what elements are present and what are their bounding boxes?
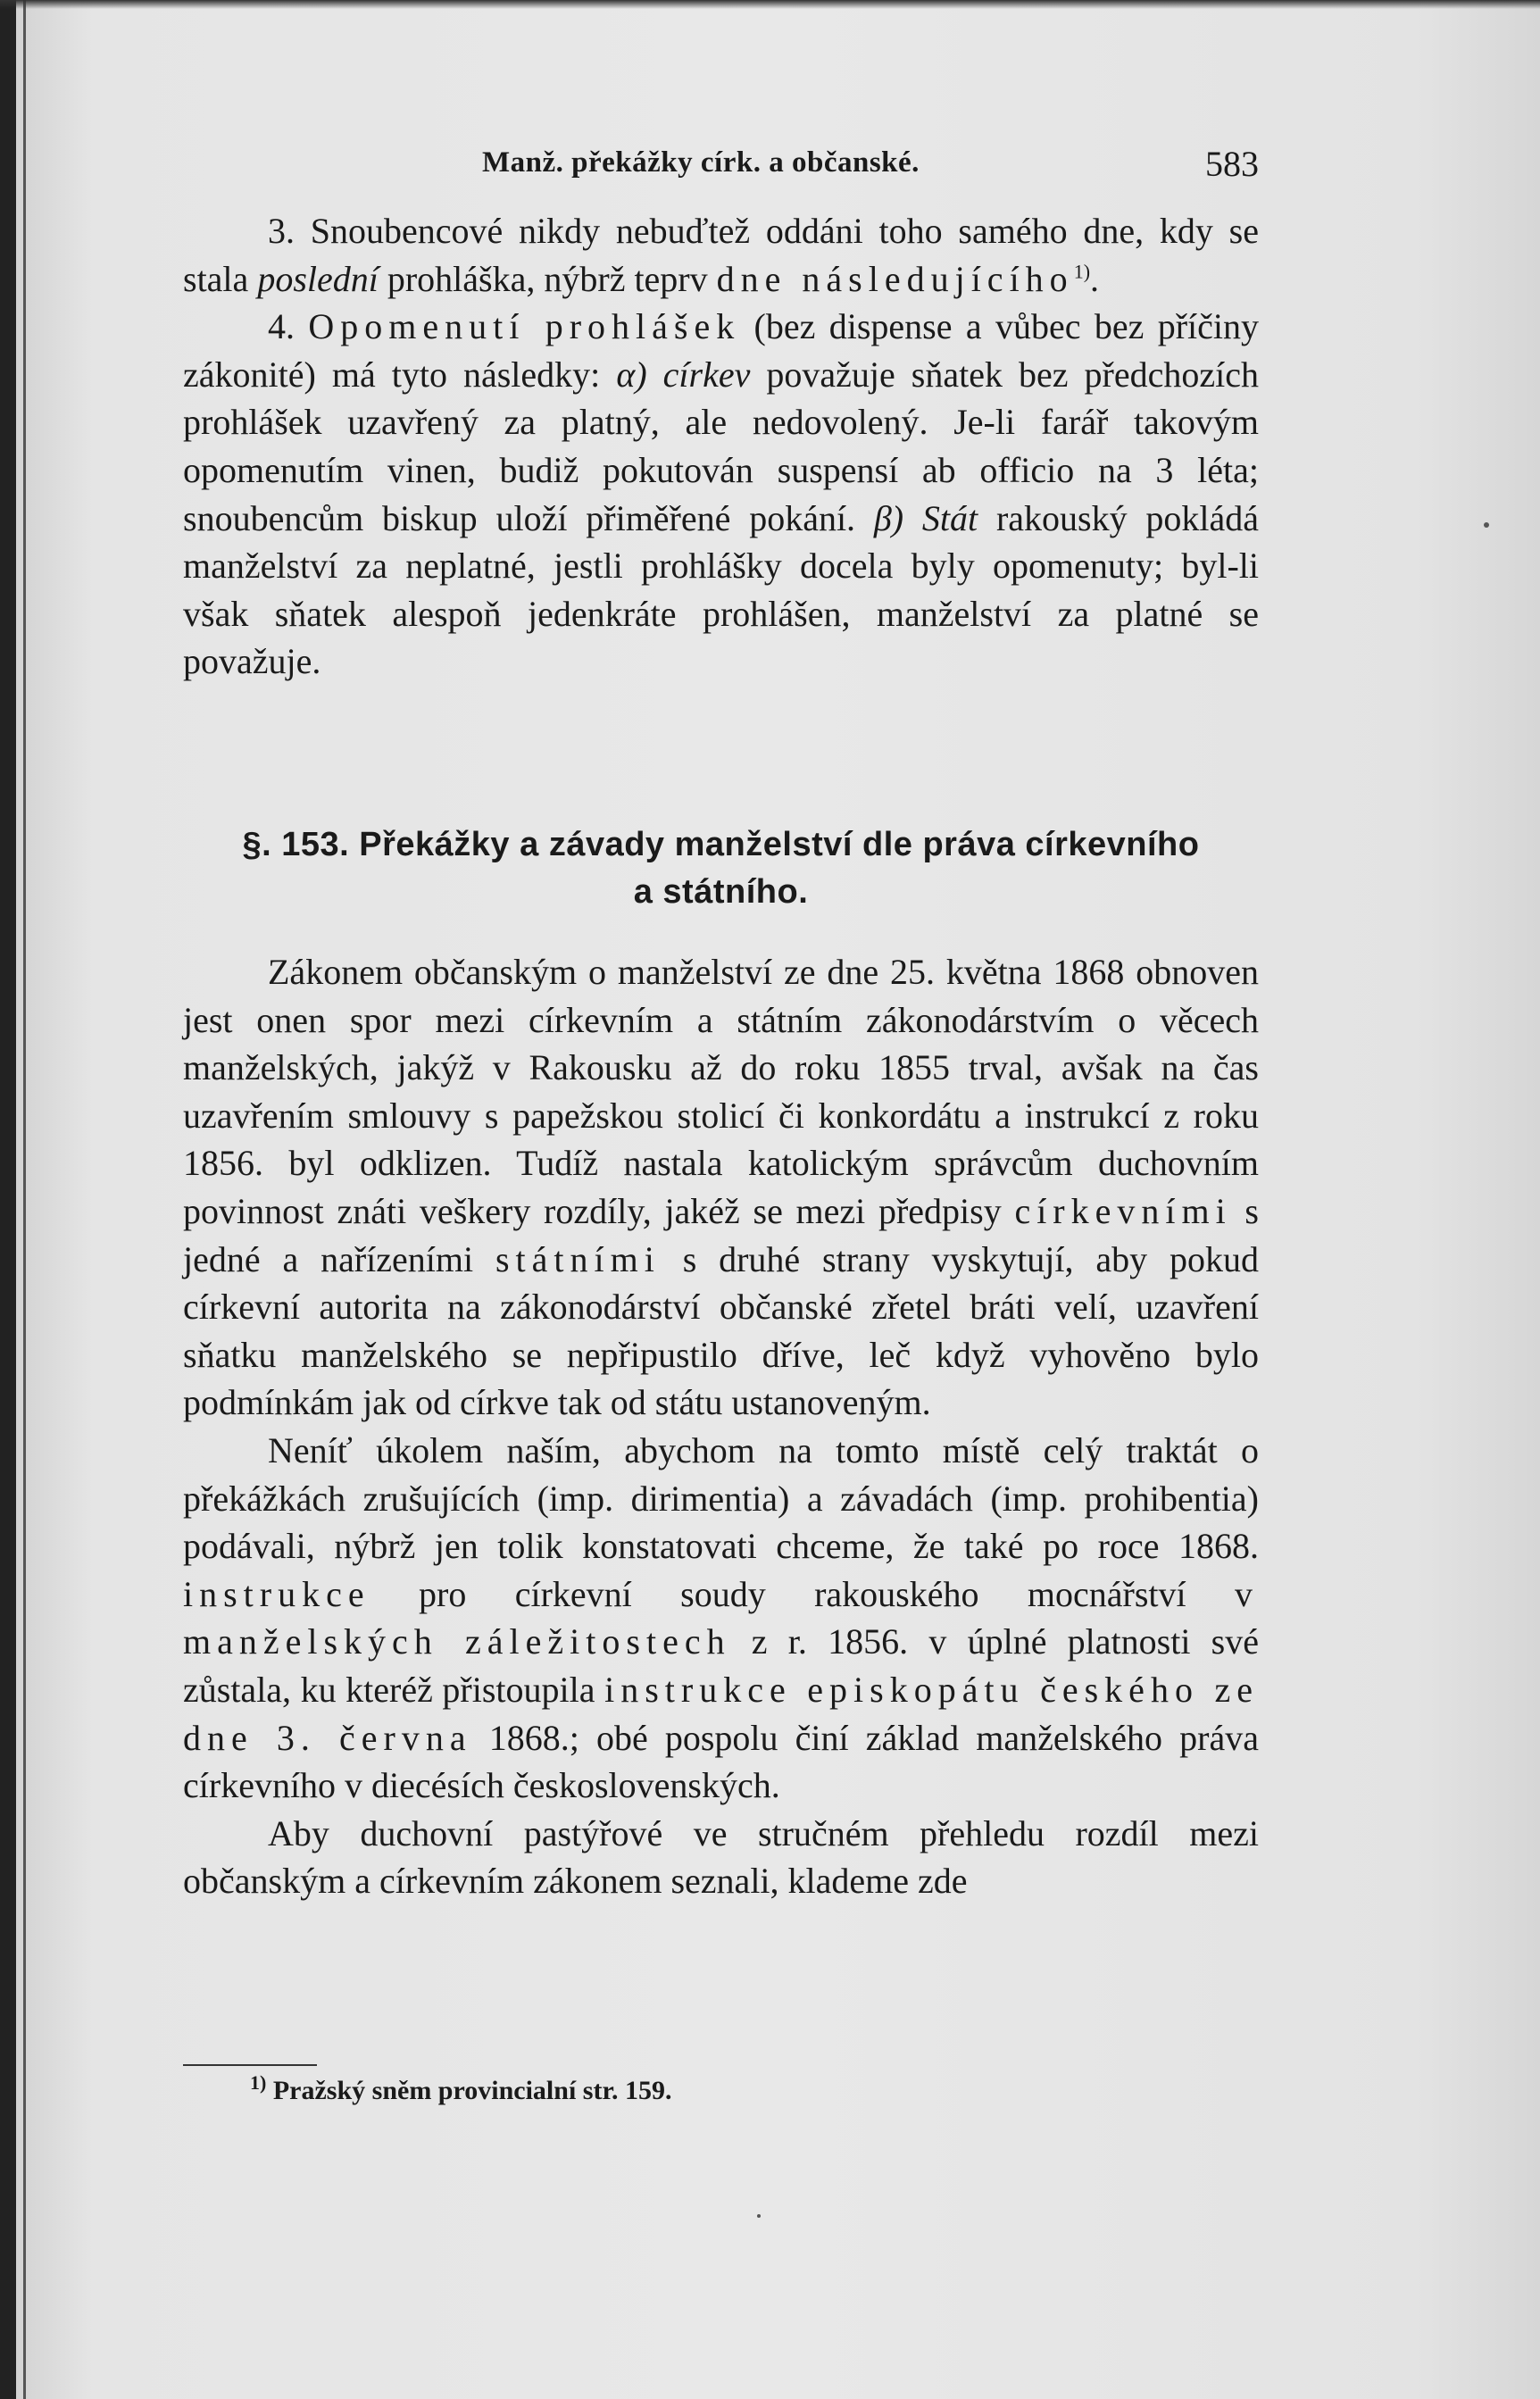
scan-edge-top bbox=[0, 0, 1540, 9]
letterspaced-span: instrukce episkopátu českého ze dne 3. června bbox=[183, 1669, 1260, 1758]
scan-speck bbox=[1484, 522, 1489, 528]
text-span: prohláška, nýbrž teprv bbox=[378, 258, 717, 299]
letterspaced-span: církevními bbox=[1014, 1190, 1232, 1231]
paragraph bbox=[183, 1810, 1259, 1905]
page-number: 583 bbox=[1205, 144, 1259, 184]
letterspaced-span: v manželských záležitostech bbox=[183, 1573, 1259, 1662]
letterspaced-span: instrukce bbox=[183, 1573, 370, 1614]
text-span: rakouský pokládá manželství za neplatné, jestli prohlášky docela byly opomenuty; byl-li však sňatek alespoň jedenkráte prohlášen, manželství za platné se považuje. bbox=[183, 497, 1260, 682]
text-span: s jedné a nařízeními bbox=[183, 1190, 1259, 1279]
footnote bbox=[250, 2071, 672, 2111]
text-span: 1868.; obé pospolu činí základ manželského práva církevního v diecésích československých. bbox=[183, 1717, 1259, 1806]
scan-edge-left bbox=[0, 0, 16, 2399]
text-span: pro církevní soudy rakouského mocnářství bbox=[370, 1573, 1235, 1614]
text-span: 3. Snoubencové nikdy nebuďtež oddáni toho samého dne, kdy se stala bbox=[183, 211, 1259, 299]
paragraph bbox=[183, 207, 1259, 303]
text-span: Aby duchovní pastýřové ve stručném přehledu rozdíl mezi občanským a církevním zákonem seznali, klademe zde bbox=[183, 1812, 1259, 1902]
paragraph bbox=[183, 303, 1259, 686]
footnote-reference: 1) bbox=[1073, 260, 1091, 283]
text-span: . bbox=[1090, 258, 1100, 299]
scan-edge-line bbox=[23, 0, 26, 2399]
footnote-marker: 1) bbox=[250, 2071, 267, 2094]
running-head: Manž. překážky círk. a občanské. bbox=[482, 146, 920, 179]
footnote-rule bbox=[183, 2064, 317, 2066]
letterspaced-span: dne následujícího bbox=[716, 258, 1074, 299]
section-heading-line-1: §. 153. Překážky a závady manželství dle práva církevního bbox=[242, 826, 1200, 863]
text-span: (bez dispense a vůbec bez příčiny zákonité) má tyto následky: bbox=[183, 306, 1259, 395]
italic-span: poslední bbox=[257, 258, 379, 299]
text-span: s druhé strany vyskytují, aby pokud církevní autorita na zákonodárství občanské zřetel bráti velí, uzavření sňatku manželského se nepřipustilo dříve, leč když vyhověno bylo podmínkám jak od církve tak od státu ustanoveným. bbox=[183, 1238, 1259, 1423]
footnote-text: Pražský sněm provincialní str. 159. bbox=[266, 2076, 672, 2105]
text-block-top bbox=[183, 207, 1259, 686]
text-span: 4. bbox=[268, 306, 309, 347]
text-span: Neníť úkolem naším, abychom na tomto místě celý traktát o překážkách zrušujících (imp. dirimentia) a závadách (imp. prohibentia) podávali, nýbrž jen tolik konstatovati chceme, že také po roce 1868. bbox=[183, 1429, 1259, 1567]
italic-span: β) Stát bbox=[873, 497, 978, 538]
page-header bbox=[183, 146, 1259, 191]
text-span: Zákonem občanským o manželství ze dne 25. května 1868 obnoven jest onen spor mezi církevním a státním zákonodárstvím o věcech manželských, jakýž v Rakousku až do roku 1855 trval, avšak na čas uzavřením smlouvy s papežskou stolicí či konkordátu a instrukcí z roku 1856. byl odklizen. Tudíž nastala katolickým správcům duchovním povinnost znáti veškery rozdíly, jakéž se mezi předpisy bbox=[183, 952, 1259, 1231]
section-heading bbox=[183, 821, 1259, 916]
scan-speck bbox=[757, 2214, 761, 2218]
section-heading-line-2: a státního. bbox=[633, 873, 809, 911]
letterspaced-span: Opomenutí prohlášek bbox=[308, 306, 741, 347]
letterspaced-span: státními bbox=[495, 1238, 661, 1279]
text-span: považuje sňatek bez předchozích prohlášek uzavřený za platný, ale nedovolený. Je-li farář takovým opomenutím vinen, budiž pokutován suspensí ab officio na 3 léta; snoubencům biskup uloží přiměřené pokání. bbox=[183, 354, 1260, 538]
paragraph bbox=[183, 1427, 1259, 1810]
paragraph bbox=[183, 948, 1259, 1427]
text-span: z r. 1856. v úplné platnosti své zůstala, ku kteréž přistoupila bbox=[183, 1621, 1259, 1710]
text-block-main bbox=[183, 948, 1259, 1905]
italic-span: α) církev bbox=[616, 354, 751, 395]
